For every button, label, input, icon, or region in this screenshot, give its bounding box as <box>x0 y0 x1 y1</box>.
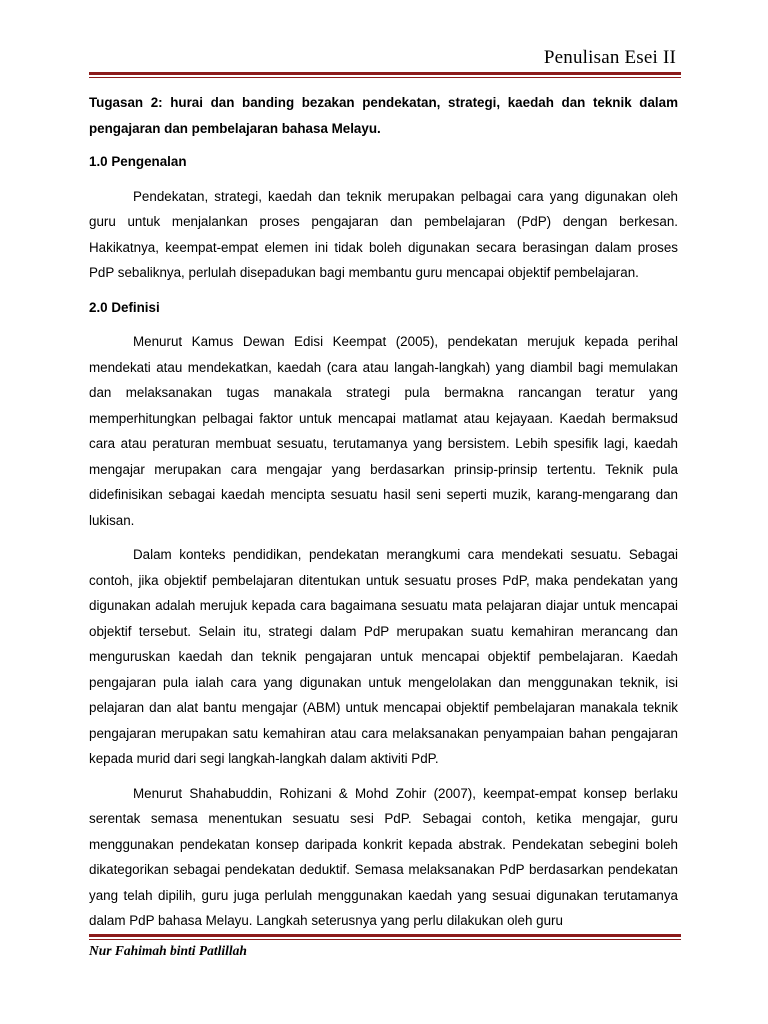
document-body <box>89 90 678 943</box>
footer-divider-thin-line <box>89 939 681 940</box>
paragraph: Menurut Kamus Dewan Edisi Keempat (2005), pendekatan merujuk kepada perihal mendekati atau mendekatkan, kaedah (cara atau langah-langkah) yang diambil bagi memulakan dan melaksanakan tugas manakala strategi pula bermakna rancangan teratur yang memperhitungkan pelbagai faktor untuk mencapai matlamat atau kejayaan. Kaedah bermaksud cara atau peraturan membuat sesuatu, terutamanya yang bersistem. Lebih spesifik lagi, kaedah mengajar merupakan cara mengajar yang berdasarkan prinsip-prinsip tertentu. Teknik pula didefinisikan sebagai kaedah mencipta sesuatu hasil seni seperti muzik, karang-mengarang dan lukisan. <box>89 334 678 528</box>
footer-divider <box>89 934 681 940</box>
paragraph: Dalam konteks pendidikan, pendekatan merangkumi cara mendekati sesuatu. Sebagai contoh, jika objektif pembelajaran ditentukan untuk sesuatu proses PdP, maka pendekatan yang digunakan adalah merujuk kepada cara bagaimana sesuatu mata pelajaran diajar untuk mencapai objektif tersebut. Selain itu, strategi dalam PdP merupakan suatu kemahiran merancang dan menguruskan kaedah dan teknik pengajaran untuk mencapai objektif pembelajaran. Kaedah pengajaran pula ialah cara yang digunakan untuk mengelolakan dan menggunakan teknik, isi pelajaran dan alat bantu mengajar (ABM) untuk mencapai objektif pembelajaran manakala teknik pengajaran merupakan satu kemahiran atau cara melaksanakan penyampaian bahan pengajaran kepada murid dari segi langkah-langkah dalam aktiviti PdP. <box>89 547 678 766</box>
page-header-title: Penulisan Esei II <box>543 47 676 68</box>
header-divider-thick-line <box>89 72 681 75</box>
header-divider-thin-line <box>89 77 681 78</box>
paragraph: Pendekatan, strategi, kaedah dan teknik merupakan pelbagai cara yang digunakan oleh guru untuk menjalankan proses pengajaran dan pembelajaran (PdP) dengan berkesan. Hakikatnya, keempat-empat elemen ini tidak boleh digunakan secara berasingan dalam proses PdP sebaliknya, perlulah disepadukan bagi membantu guru mencapai objektif pembelajaran. <box>89 188 678 280</box>
footer-author-name: Nur Fahimah binti Patlillah <box>89 943 247 958</box>
section-heading: 1.0 Pengenalan <box>89 154 187 169</box>
footer-divider-thick-line <box>89 934 681 937</box>
task-title: Tugasan 2: hurai dan banding bezakan pendekatan, strategi, kaedah dan teknik dalam pengajaran dan pembelajaran bahasa Melayu. <box>89 95 678 136</box>
section-heading: 2.0 Definisi <box>89 299 160 315</box>
paragraph: Menurut Shahabuddin, Rohizani & Mohd Zohir (2007), keempat-empat konsep berlaku serentak semasa menentukan sesuatu sesi PdP. Sebagai contoh, ketika mengajar, guru menggunakan pendekatan konsep daripada konkrit kepada abstrak. Pendekatan sebegini boleh dikategorikan sebagai pendekatan deduktif. Semasa melaksanakan PdP berdasarkan pendekatan yang telah dipilih, guru juga perlulah menggunakan kaedah yang sesuai digunakan terutamanya dalam PdP bahasa Melayu. Langkah seterusnya yang perlu dilakukan oleh guru <box>89 785 678 928</box>
section-definition <box>89 295 678 934</box>
section-introduction <box>89 149 678 286</box>
header-divider <box>89 72 681 78</box>
